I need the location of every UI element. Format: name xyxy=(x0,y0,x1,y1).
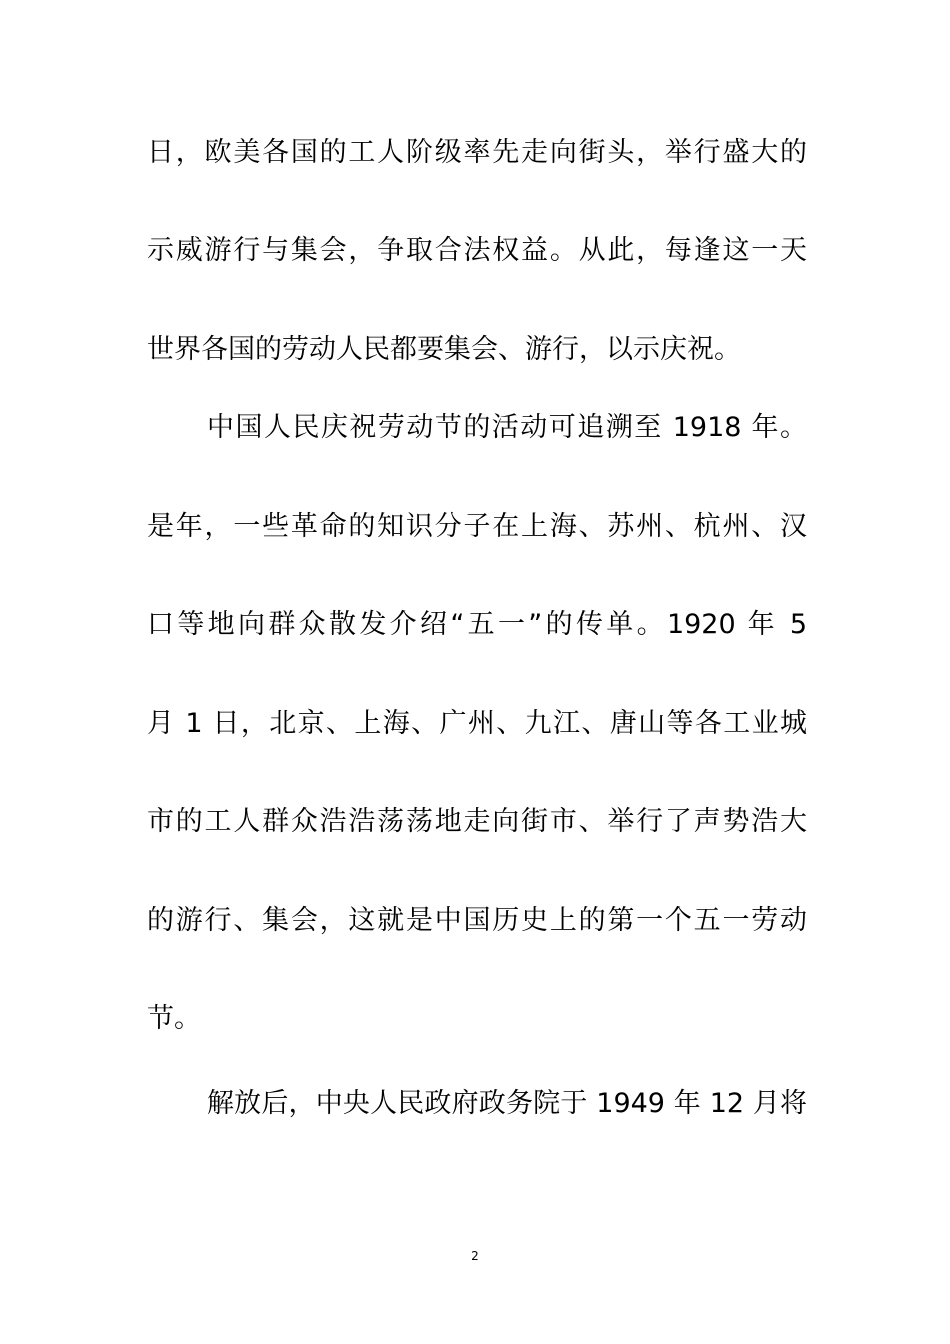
page-number: 2 xyxy=(471,1249,479,1263)
text-line: 日，欧美各国的工人阶级率先走向街头，举行盛大的 xyxy=(147,137,807,168)
text-line: 口等地向群众散发介绍“五一”的传单。1920 年 5 xyxy=(147,609,807,640)
text-line: 月 1 日，北京、上海、广州、九江、唐山等各工业城 xyxy=(147,708,807,739)
text-line: 的游行、集会，这就是中国历史上的第一个五一劳动 xyxy=(147,905,807,936)
text-line: 是年，一些革命的知识分子在上海、苏州、杭州、汉 xyxy=(147,511,807,542)
text-line: 示威游行与集会，争取合法权益。从此，每逢这一天 xyxy=(147,235,807,266)
text-line: 市的工人群众浩浩荡荡地走向街市、举行了声势浩大 xyxy=(147,806,807,837)
text-line: 世界各国的劳动人民都要集会、游行，以示庆祝。 xyxy=(147,334,741,365)
paragraph-first-line: 中国人民庆祝劳动节的活动可追溯至 1918 年。 xyxy=(207,412,807,443)
text-line: 节。 xyxy=(147,1003,201,1034)
paragraph-first-line: 解放后，中央人民政府政务院于 1949 年 12 月将 xyxy=(207,1088,807,1119)
